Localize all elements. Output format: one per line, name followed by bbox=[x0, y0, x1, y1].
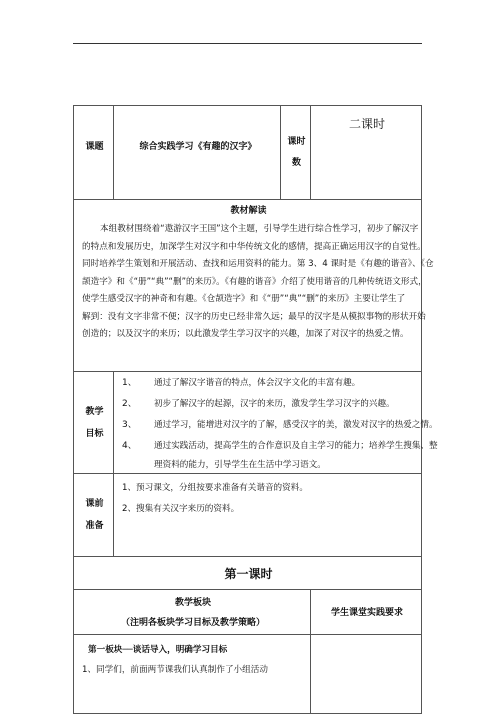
goal-3-num: 3、 bbox=[122, 420, 137, 430]
analysis-line-3: 同时培养学生策划和开展活动、查找和运用资料的能力。第 3、4 课时是《有趣的谐音》、《仓 bbox=[82, 259, 434, 269]
goals-content-cell bbox=[113, 371, 438, 474]
analysis-line-4: 颉造字》和《“册”“典”“删”的来历》。《有趣的谐音》介绍了使用谐音的几种传统语文形式， bbox=[82, 276, 427, 287]
student-requirements-header-cell bbox=[310, 589, 422, 635]
block-1-cell bbox=[73, 634, 311, 714]
teaching-blocks-subtitle: （注明各板块学习目标及教学策略） bbox=[120, 618, 265, 628]
prep-label-line2: 准备 bbox=[85, 521, 104, 531]
prep-label-cell bbox=[73, 473, 114, 557]
header-rule bbox=[73, 43, 422, 44]
analysis-cell bbox=[73, 199, 434, 372]
goal-4-text: 通过实践活动，提高学生的合作意识及自主学习的能力；培养学生搜集、整 bbox=[154, 441, 438, 451]
analysis-line-7: 创造的；以及汉字的来历；以此激发学生学习汉字的兴趣，加深了对汉字的热爱之情。 bbox=[82, 329, 409, 339]
prep-label-line1: 课前 bbox=[85, 499, 104, 509]
prep-content-cell bbox=[113, 473, 422, 557]
teaching-blocks-title: 教学板块 bbox=[174, 598, 211, 608]
hours-label-cell bbox=[280, 105, 311, 200]
first-lesson-heading: 第一课时 bbox=[224, 567, 273, 581]
hours-label-line2: 数 bbox=[291, 158, 301, 168]
topic-value: 综合实践学习《有趣的汉字》 bbox=[139, 142, 257, 152]
hours-value: 二课时 bbox=[348, 117, 385, 131]
goal-3-text: 通过学习，能增进对汉字的了解，感受汉字的美，激发对汉字的热爱之情。 bbox=[154, 420, 438, 430]
block-1-title: 第一板块──谈话导入，明确学习目标 bbox=[88, 645, 228, 655]
teaching-blocks-header-cell bbox=[73, 589, 311, 635]
goal-2-text: 初步了解汉字的起源，汉字的来历，激发学生学习汉字的兴趣。 bbox=[154, 399, 395, 409]
prep-item-1: 1、预习课文，分组按要求准备有关谐音的资料。 bbox=[122, 483, 308, 493]
goal-4-continuation: 理资料的能力，引导学生在生活中学习语文。 bbox=[154, 460, 326, 470]
analysis-heading: 教材解读 bbox=[230, 206, 267, 216]
goal-4-num: 4、 bbox=[122, 441, 137, 451]
topic-value-cell bbox=[113, 105, 281, 200]
goal-2-num: 2、 bbox=[122, 399, 137, 409]
block-1-text: 1、同学们，前面两节课我们认真制作了小组活动 bbox=[82, 665, 268, 675]
hours-label-line1: 课时 bbox=[287, 137, 306, 147]
first-lesson-heading-cell bbox=[73, 556, 422, 590]
goals-label-line1: 教学 bbox=[85, 407, 104, 417]
goals-label-cell bbox=[73, 371, 114, 474]
goal-1-num: 1、 bbox=[122, 378, 137, 388]
topic-label: 课题 bbox=[85, 142, 104, 152]
student-requirements-title: 学生课堂实践要求 bbox=[330, 608, 403, 618]
analysis-line-5: 使学生感受汉字的神奇和有趣。《仓颉造字》和《“册”“典”“删”的来历》主要让学生了 bbox=[82, 294, 406, 304]
analysis-line-1: 本组教材围绕着“遨游汉字王国”这个主题，引导学生进行综合性学习，初步了解汉字 bbox=[100, 224, 419, 234]
hours-value-cell bbox=[310, 105, 422, 200]
topic-label-cell bbox=[73, 105, 114, 200]
analysis-line-6: 解到：没有文字非常不便；汉字的历史已经非常久远；最早的汉字是从模拟事物的形状开始 bbox=[82, 311, 426, 322]
prep-item-2: 2、搜集有关汉字来历的资料。 bbox=[122, 504, 240, 514]
block-1-requirements-cell bbox=[310, 634, 422, 714]
goal-1-text: 通过了解汉字谐音的特点，体会汉字文化的丰富有趣。 bbox=[154, 378, 361, 388]
goals-label-line2: 目标 bbox=[85, 429, 104, 439]
analysis-line-2: 的特点和发展历史，加深学生对汉字和中华传统文化的感情，提高正确运用汉字的自觉性。 bbox=[82, 241, 426, 252]
